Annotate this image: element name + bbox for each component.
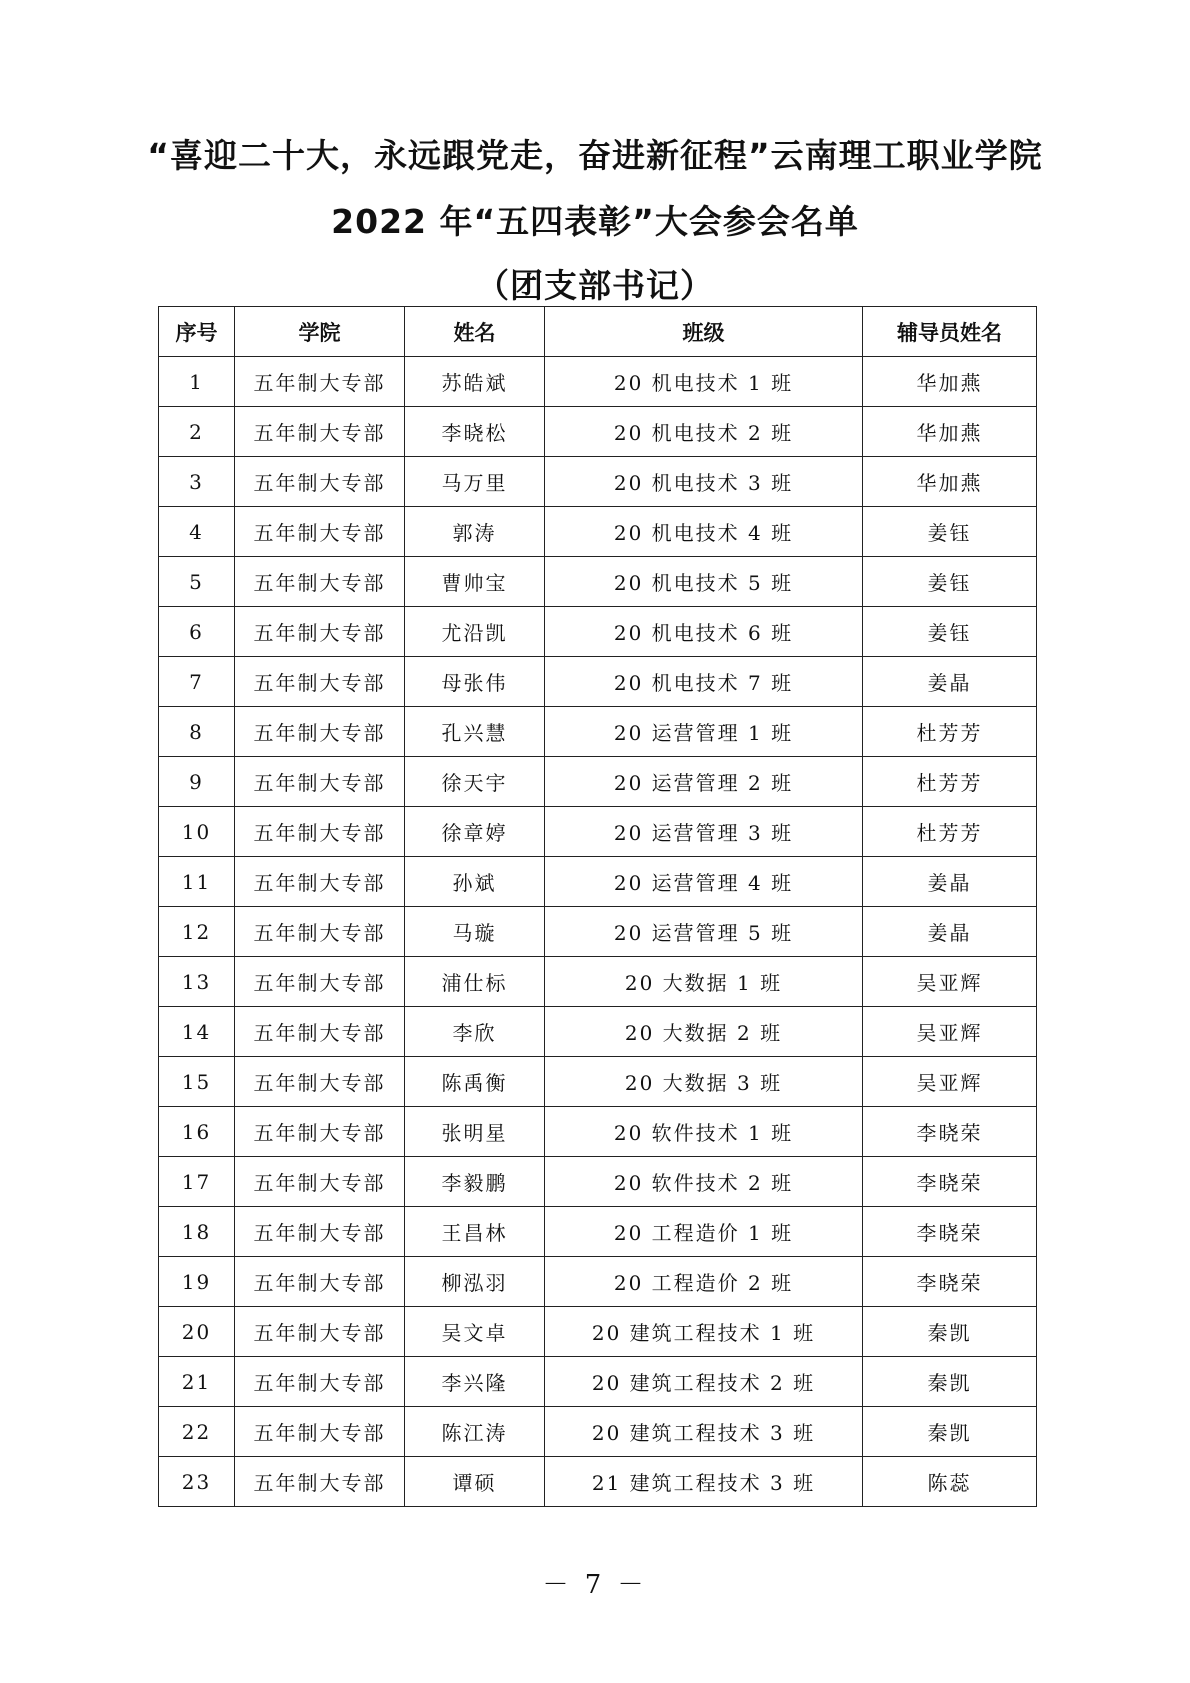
college-cell: 五年制大专部 xyxy=(235,1207,405,1257)
college-cell: 五年制大专部 xyxy=(235,1407,405,1457)
class-cell: 20 软件技术 2 班 xyxy=(545,1157,863,1207)
counselor-name-cell: 秦凯 xyxy=(863,1407,1037,1457)
student-name-cell: 陈江涛 xyxy=(405,1407,545,1457)
counselor-name-cell: 陈蕊 xyxy=(863,1457,1037,1507)
college-cell: 五年制大专部 xyxy=(235,1057,405,1107)
college-cell: 五年制大专部 xyxy=(235,1257,405,1307)
table-row xyxy=(159,1357,1037,1407)
student-name-cell: 李毅鹏 xyxy=(405,1157,545,1207)
college-cell: 五年制大专部 xyxy=(235,1157,405,1207)
college-cell: 五年制大专部 xyxy=(235,957,405,1007)
table-row xyxy=(159,957,1037,1007)
college-cell: 五年制大专部 xyxy=(235,857,405,907)
college-cell: 五年制大专部 xyxy=(235,607,405,657)
college-cell: 五年制大专部 xyxy=(235,1307,405,1357)
student-name-cell: 浦仕标 xyxy=(405,957,545,1007)
student-name-cell: 李晓松 xyxy=(405,407,545,457)
table-row xyxy=(159,557,1037,607)
class-cell: 20 软件技术 1 班 xyxy=(545,1107,863,1157)
document-subtitle: （团支部书记） xyxy=(476,266,714,305)
index-cell: 5 xyxy=(159,557,235,607)
class-cell: 20 运营管理 4 班 xyxy=(545,857,863,907)
class-cell: 20 机电技术 4 班 xyxy=(545,507,863,557)
student-name-cell: 吴文卓 xyxy=(405,1307,545,1357)
index-cell: 13 xyxy=(159,957,235,1007)
header-name: 姓名 xyxy=(405,307,545,357)
class-cell: 20 运营管理 1 班 xyxy=(545,707,863,757)
class-cell: 20 大数据 3 班 xyxy=(545,1057,863,1107)
counselor-name-cell: 秦凯 xyxy=(863,1357,1037,1407)
table-row xyxy=(159,1207,1037,1257)
index-cell: 4 xyxy=(159,507,235,557)
table-row xyxy=(159,457,1037,507)
counselor-name-cell: 华加燕 xyxy=(863,357,1037,407)
index-cell: 1 xyxy=(159,357,235,407)
class-cell: 20 运营管理 2 班 xyxy=(545,757,863,807)
index-cell: 7 xyxy=(159,657,235,707)
class-cell: 20 机电技术 5 班 xyxy=(545,557,863,607)
counselor-name-cell: 李晓荣 xyxy=(863,1257,1037,1307)
class-cell: 20 大数据 1 班 xyxy=(545,957,863,1007)
table-row xyxy=(159,857,1037,907)
index-cell: 18 xyxy=(159,1207,235,1257)
counselor-name-cell: 杜芳芳 xyxy=(863,707,1037,757)
student-name-cell: 李兴隆 xyxy=(405,1357,545,1407)
student-name-cell: 徐天宇 xyxy=(405,757,545,807)
index-cell: 15 xyxy=(159,1057,235,1107)
table-row xyxy=(159,1407,1037,1457)
class-cell: 20 大数据 2 班 xyxy=(545,1007,863,1057)
table-row xyxy=(159,1457,1037,1507)
index-cell: 2 xyxy=(159,407,235,457)
index-cell: 8 xyxy=(159,707,235,757)
document-title-line-1: “喜迎二十大，永远跟党走，奋进新征程”云南理工职业学院 xyxy=(147,136,1043,175)
index-cell: 9 xyxy=(159,757,235,807)
document-title-line-2: 2022 年“五四表彰”大会参会名单 xyxy=(331,202,859,241)
college-cell: 五年制大专部 xyxy=(235,707,405,757)
student-name-cell: 曹帅宝 xyxy=(405,557,545,607)
counselor-name-cell: 李晓荣 xyxy=(863,1207,1037,1257)
table-row xyxy=(159,1257,1037,1307)
table-row xyxy=(159,1057,1037,1107)
page-number: － 7 － xyxy=(542,1570,648,1600)
student-name-cell: 李欣 xyxy=(405,1007,545,1057)
college-cell: 五年制大专部 xyxy=(235,807,405,857)
index-cell: 17 xyxy=(159,1157,235,1207)
counselor-name-cell: 姜钰 xyxy=(863,557,1037,607)
college-cell: 五年制大专部 xyxy=(235,507,405,557)
index-cell: 3 xyxy=(159,457,235,507)
counselor-name-cell: 姜晶 xyxy=(863,857,1037,907)
student-name-cell: 谭硕 xyxy=(405,1457,545,1507)
index-cell: 23 xyxy=(159,1457,235,1507)
college-cell: 五年制大专部 xyxy=(235,1107,405,1157)
table-row xyxy=(159,1107,1037,1157)
index-cell: 21 xyxy=(159,1357,235,1407)
student-name-cell: 张明星 xyxy=(405,1107,545,1157)
index-cell: 20 xyxy=(159,1307,235,1357)
table-row xyxy=(159,507,1037,557)
class-cell: 20 机电技术 6 班 xyxy=(545,607,863,657)
index-cell: 14 xyxy=(159,1007,235,1057)
counselor-name-cell: 杜芳芳 xyxy=(863,807,1037,857)
index-cell: 11 xyxy=(159,857,235,907)
counselor-name-cell: 吴亚辉 xyxy=(863,1007,1037,1057)
student-name-cell: 陈禹衡 xyxy=(405,1057,545,1107)
counselor-name-cell: 杜芳芳 xyxy=(863,757,1037,807)
index-cell: 12 xyxy=(159,907,235,957)
counselor-name-cell: 华加燕 xyxy=(863,457,1037,507)
student-name-cell: 王昌林 xyxy=(405,1207,545,1257)
attendee-table xyxy=(158,306,1037,1507)
class-cell: 20 工程造价 2 班 xyxy=(545,1257,863,1307)
table-header-row xyxy=(159,307,1037,357)
college-cell: 五年制大专部 xyxy=(235,407,405,457)
class-cell: 20 工程造价 1 班 xyxy=(545,1207,863,1257)
college-cell: 五年制大专部 xyxy=(235,1457,405,1507)
table-row xyxy=(159,1307,1037,1357)
student-name-cell: 母张伟 xyxy=(405,657,545,707)
student-name-cell: 柳泓羽 xyxy=(405,1257,545,1307)
table-body xyxy=(159,357,1037,1507)
college-cell: 五年制大专部 xyxy=(235,657,405,707)
index-cell: 10 xyxy=(159,807,235,857)
counselor-name-cell: 华加燕 xyxy=(863,407,1037,457)
student-name-cell: 马万里 xyxy=(405,457,545,507)
class-cell: 20 建筑工程技术 2 班 xyxy=(545,1357,863,1407)
college-cell: 五年制大专部 xyxy=(235,757,405,807)
table-row xyxy=(159,607,1037,657)
counselor-name-cell: 吴亚辉 xyxy=(863,1057,1037,1107)
table-row xyxy=(159,357,1037,407)
counselor-name-cell: 李晓荣 xyxy=(863,1107,1037,1157)
class-cell: 20 机电技术 2 班 xyxy=(545,407,863,457)
class-cell: 20 建筑工程技术 3 班 xyxy=(545,1407,863,1457)
header-index: 序号 xyxy=(159,307,235,357)
class-cell: 20 建筑工程技术 1 班 xyxy=(545,1307,863,1357)
counselor-name-cell: 姜钰 xyxy=(863,507,1037,557)
counselor-name-cell: 姜晶 xyxy=(863,657,1037,707)
header-counselor: 辅导员姓名 xyxy=(863,307,1037,357)
table-row xyxy=(159,807,1037,857)
counselor-name-cell: 李晓荣 xyxy=(863,1157,1037,1207)
college-cell: 五年制大专部 xyxy=(235,357,405,407)
class-cell: 20 机电技术 7 班 xyxy=(545,657,863,707)
counselor-name-cell: 吴亚辉 xyxy=(863,957,1037,1007)
college-cell: 五年制大专部 xyxy=(235,907,405,957)
class-cell: 20 运营管理 5 班 xyxy=(545,907,863,957)
index-cell: 19 xyxy=(159,1257,235,1307)
counselor-name-cell: 姜钰 xyxy=(863,607,1037,657)
class-cell: 20 机电技术 3 班 xyxy=(545,457,863,507)
college-cell: 五年制大专部 xyxy=(235,557,405,607)
class-cell: 21 建筑工程技术 3 班 xyxy=(545,1457,863,1507)
student-name-cell: 徐章婷 xyxy=(405,807,545,857)
table-row xyxy=(159,1007,1037,1057)
header-class: 班级 xyxy=(545,307,863,357)
college-cell: 五年制大专部 xyxy=(235,1357,405,1407)
college-cell: 五年制大专部 xyxy=(235,457,405,507)
college-cell: 五年制大专部 xyxy=(235,1007,405,1057)
table-row xyxy=(159,757,1037,807)
student-name-cell: 尤沿凯 xyxy=(405,607,545,657)
table-row xyxy=(159,1157,1037,1207)
table-row xyxy=(159,657,1037,707)
class-cell: 20 机电技术 1 班 xyxy=(545,357,863,407)
header-college: 学院 xyxy=(235,307,405,357)
counselor-name-cell: 姜晶 xyxy=(863,907,1037,957)
student-name-cell: 马璇 xyxy=(405,907,545,957)
class-cell: 20 运营管理 3 班 xyxy=(545,807,863,857)
student-name-cell: 孔兴慧 xyxy=(405,707,545,757)
student-name-cell: 孙斌 xyxy=(405,857,545,907)
table-row xyxy=(159,407,1037,457)
table-row xyxy=(159,907,1037,957)
index-cell: 22 xyxy=(159,1407,235,1457)
student-name-cell: 苏皓斌 xyxy=(405,357,545,407)
index-cell: 6 xyxy=(159,607,235,657)
table-row xyxy=(159,707,1037,757)
counselor-name-cell: 秦凯 xyxy=(863,1307,1037,1357)
index-cell: 16 xyxy=(159,1107,235,1157)
student-name-cell: 郭涛 xyxy=(405,507,545,557)
